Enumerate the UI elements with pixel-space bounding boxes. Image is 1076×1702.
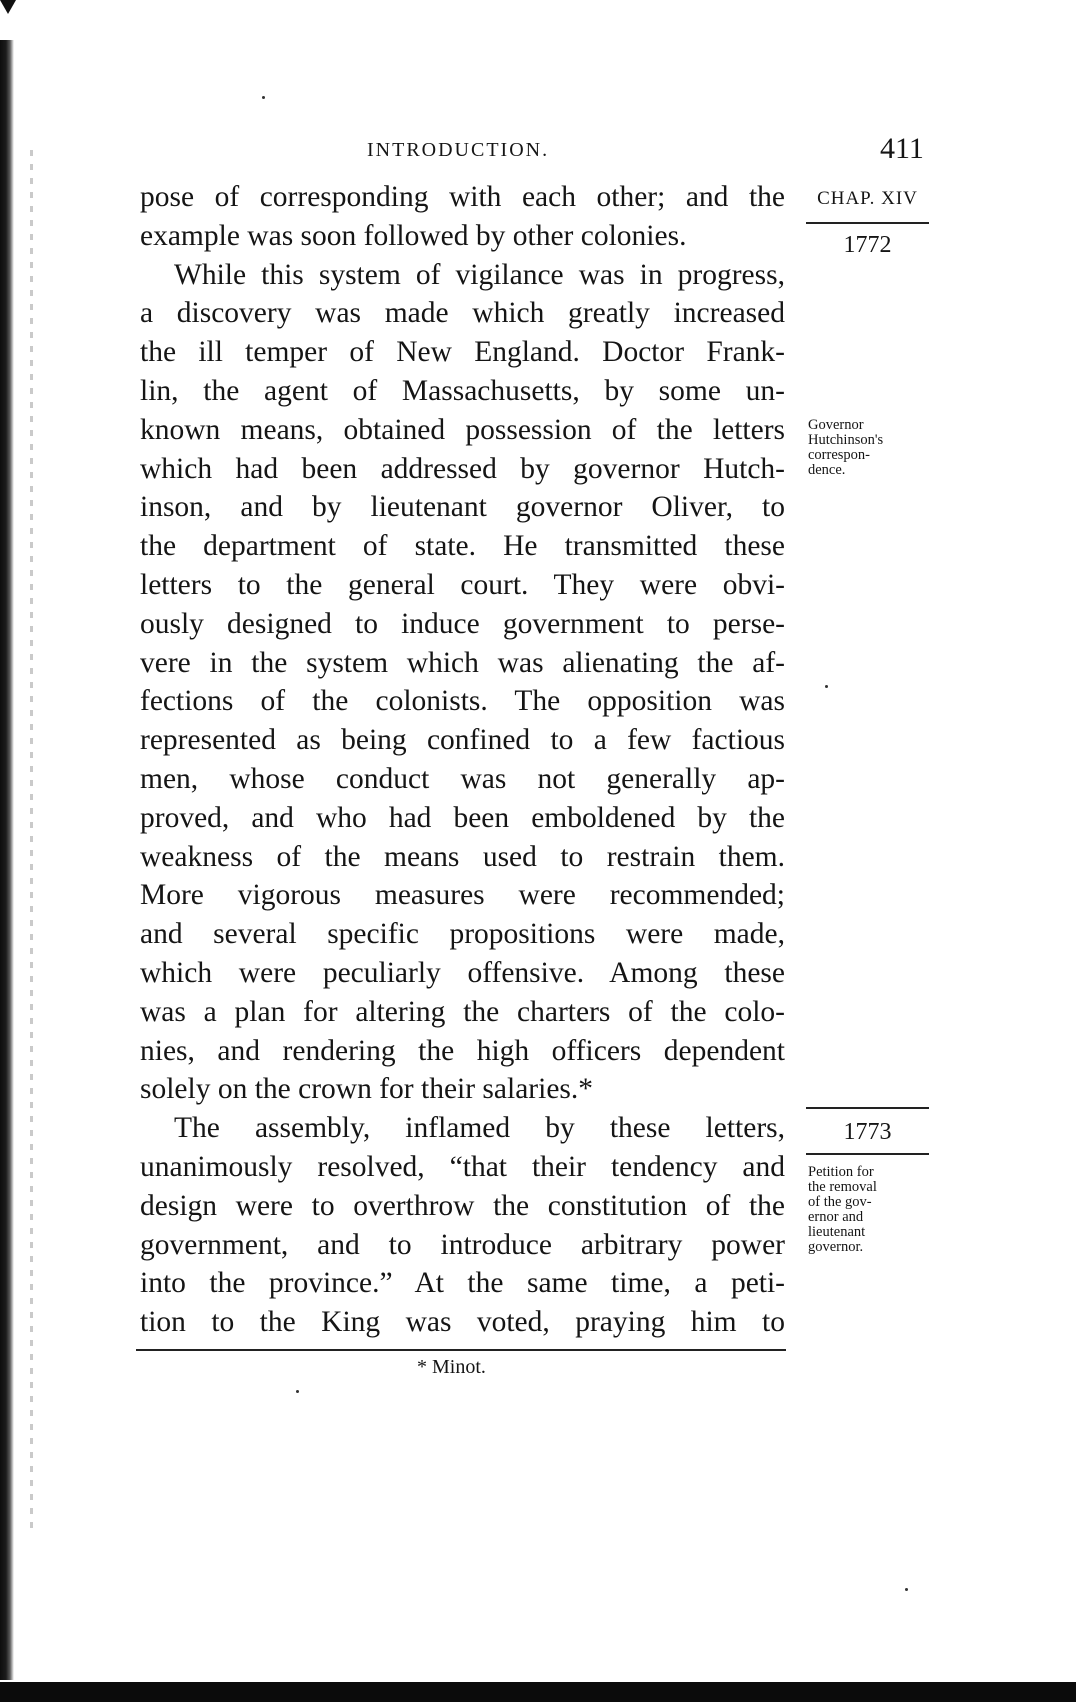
margin-rule: [806, 1107, 929, 1109]
margin-note-line: of the gov-: [808, 1194, 872, 1210]
text-line: ously designed to induce government to perse-: [140, 607, 785, 640]
text-line: example was soon followed by other colonies.: [140, 219, 687, 252]
margin-chapter-label: CHAP. XIV: [817, 188, 918, 209]
body-text: [140, 178, 785, 1342]
text-line: vere in the system which was alienating the af-: [140, 646, 785, 679]
text-line: into the province.” At the same time, a peti-: [140, 1267, 785, 1300]
margin-note-petition: [808, 1165, 933, 1255]
margin-rule: [806, 1153, 929, 1155]
paragraph-start-line: The assembly, inflamed by these letters,: [174, 1112, 785, 1145]
margin-note-line: Petition for: [808, 1164, 874, 1180]
margin-note-line: the removal: [808, 1179, 877, 1195]
text-line: government, and to introduce arbitrary power: [140, 1228, 785, 1261]
text-line: weakness of the means used to restrain them.: [140, 840, 785, 873]
corner-mark: [0, 0, 16, 14]
text-line: known means, obtained possession of the letters: [140, 413, 785, 446]
text-line: letters to the general court. They were obvi-: [140, 568, 785, 601]
text-line: pose of corresponding with each other; and the: [140, 181, 785, 213]
margin-note-line: dence.: [808, 462, 846, 478]
text-line: solely on the crown for their salaries.*: [140, 1073, 594, 1106]
text-line: which were peculiarly offensive. Among these: [140, 956, 785, 989]
text-line: nies, and rendering the high officers dependent: [140, 1034, 785, 1067]
bottom-scan-edge: [0, 1682, 1076, 1702]
page-number: 411: [880, 132, 924, 165]
binding-edge: [0, 40, 14, 1680]
text-line: represented as being confined to a few factious: [140, 724, 785, 757]
text-line: which had been addressed by governor Hutch-: [140, 452, 785, 485]
text-line: a discovery was made which greatly increased: [140, 297, 785, 330]
text-line: tion to the King was voted, praying him to: [140, 1306, 785, 1339]
text-line: men, whose conduct was not generally ap-: [140, 762, 785, 795]
footnote: * Minot.: [417, 1356, 486, 1378]
text-line: unanimously resolved, “that their tendency and: [140, 1150, 785, 1183]
text-line: proved, and who had been emboldened by the: [140, 801, 785, 834]
text-line: inson, and by lieutenant governor Oliver, to: [140, 491, 785, 524]
margin-note-line: Governor: [808, 417, 864, 433]
margin-note-line: correspon-: [808, 447, 871, 463]
text-line: was a plan for altering the charters of the colo-: [140, 995, 785, 1028]
speck: [296, 1390, 299, 1393]
margin-year: 1773: [843, 1119, 892, 1145]
margin-rule: [806, 222, 929, 224]
speck: [825, 685, 828, 688]
margin-note-line: lieutenant: [808, 1224, 866, 1240]
margin-note-line: governor.: [808, 1239, 864, 1255]
footnote-rule: [136, 1349, 786, 1351]
text-line: the ill temper of New England. Doctor Frank-: [140, 336, 785, 369]
running-title: INTRODUCTION.: [367, 139, 550, 161]
margin-note-line: ernor and: [808, 1209, 864, 1225]
margin-note-correspondence: [808, 418, 933, 478]
speck: [262, 96, 265, 99]
margin-year: 1772: [843, 232, 892, 258]
text-line: and several specific propositions were made,: [140, 918, 785, 951]
margin-note-line: Hutchinson's: [808, 432, 884, 448]
binding-shadow: [30, 150, 33, 1530]
speck: [905, 1588, 908, 1591]
text-line: More vigorous measures were recommended;: [140, 879, 785, 912]
paragraph-start-line: While this system of vigilance was in progress,: [174, 258, 785, 291]
text-line: design were to overthrow the constitution of the: [140, 1189, 785, 1222]
text-line: fections of the colonists. The opposition was: [140, 685, 785, 718]
text-line: the department of state. He transmitted these: [140, 530, 785, 563]
text-line: lin, the agent of Massachusetts, by some un-: [140, 374, 785, 407]
